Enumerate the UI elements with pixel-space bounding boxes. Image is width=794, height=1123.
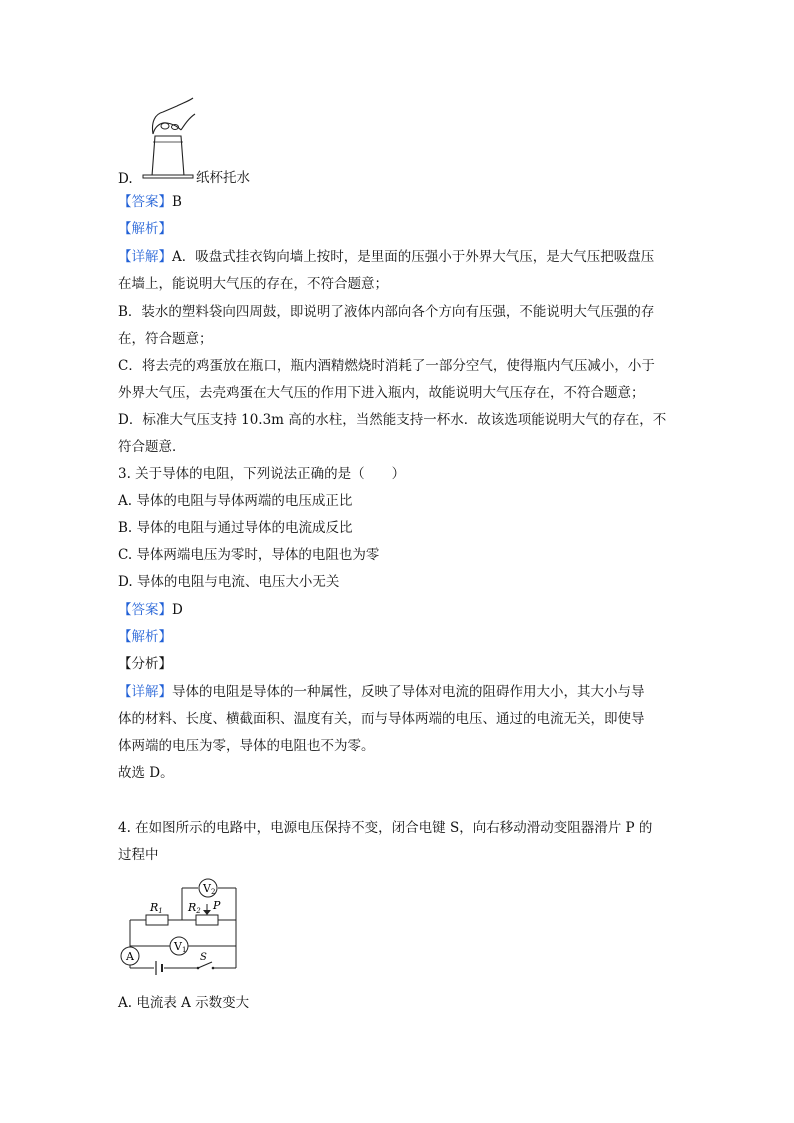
q3-answer-line [118,600,183,620]
q3-detail-line [118,682,645,702]
switch-label: S [200,952,207,963]
q2-detail-line: B．装水的塑料袋向四周鼓，即说明了液体内部向各个方向有压强，不能说明大气压强的存 [118,304,655,320]
q3-fenxi-tag: 【分析】 [118,656,172,672]
q3-option-b: B. 导体的电阻与通过导体的电流成反比 [118,520,353,536]
r2-label: R2 [188,901,201,915]
q2-detail-line: 外界大气压，去壳鸡蛋在大气压的作用下进入瓶内，故能说明大气压存在，不符合题意； [118,385,645,401]
q3-stem: 3. 关于导体的电阻，下列说法正确的是（ ） [118,466,406,482]
q4-stem: 4. 在如图所示的电路中，电源电压保持不变，闭合电键 S，向右移动滑动变阻器滑片 P 的 [118,820,653,836]
detail-text: 导体的电阻是导体的一种属性，反映了导体对电流的阻碍作用大小，其大小与导 [172,684,645,700]
q3-option-a: A. 导体的电阻与导体两端的电压成正比 [118,493,353,509]
q3-option-c: C. 导体两端电压为零时，导体的电阻也为零 [118,547,380,563]
answer-tag: 【答案】 [118,602,172,618]
q3-conclusion: 故选 D。 [118,765,174,781]
q2-analysis-tag: 【解析】 [118,221,172,237]
p-label: P [213,899,221,912]
q2-detail-line: D．标准大气压支持 10.3m 高的水柱，当然能支持一杯水．故该选项能说明大气的存在，不 [118,412,667,428]
detail-tag: 【详解】 [118,684,172,700]
q3-detail-line: 体两端的电压为零，导体的电阻也不为零。 [118,738,375,754]
switch-pivot [197,967,200,970]
q2-detail-line [118,247,654,267]
detail-tag: 【详解】 [118,249,172,265]
paper-cup-figure [133,96,203,182]
v1-label: V1 [174,940,187,954]
q2-detail-line: 符合题意． [118,439,186,455]
q4-option-a: A. 电流表 A 示数变大 [118,995,250,1011]
q4-stem: 过程中 [118,847,159,863]
q2-option-d-caption: 纸杯托水 [196,170,250,186]
ammeter-label: A [126,950,134,963]
q2-answer-line [118,192,182,212]
switch-contact [212,967,215,970]
q2-detail-line: 在墙上，能说明大气压的存在，不符合题意； [118,276,388,292]
answer-value: D [172,602,183,618]
q3-detail-line: 体的材料、长度、横截面积、温度有关，而与导体两端的电压、通过的电流无关，即使导 [118,711,645,727]
q2-detail-line: 在，符合题意； [118,331,213,347]
r1-label: R1 [150,901,163,915]
answer-tag: 【答案】 [118,194,172,210]
q2-detail-line: C．将去壳的鸡蛋放在瓶口，瓶内酒精燃烧时消耗了一部分空气，使得瓶内气压减小，小于 [118,358,655,374]
v2-label: V2 [203,882,216,896]
q3-analysis-tag: 【解析】 [118,629,172,645]
circuit-diagram [118,878,244,976]
circuit-svg [118,878,244,976]
paper-cup-drawing [133,96,203,182]
slider-arrow [203,910,211,915]
answer-value: B [172,194,182,210]
q2-option-d-label: D. [118,171,133,187]
detail-text: A．吸盘式挂衣钩向墙上按时，是里面的压强小于外界大气压，是大气压把吸盘压 [172,249,655,265]
q3-option-d: D. 导体的电阻与电流、电压大小无关 [118,574,340,590]
